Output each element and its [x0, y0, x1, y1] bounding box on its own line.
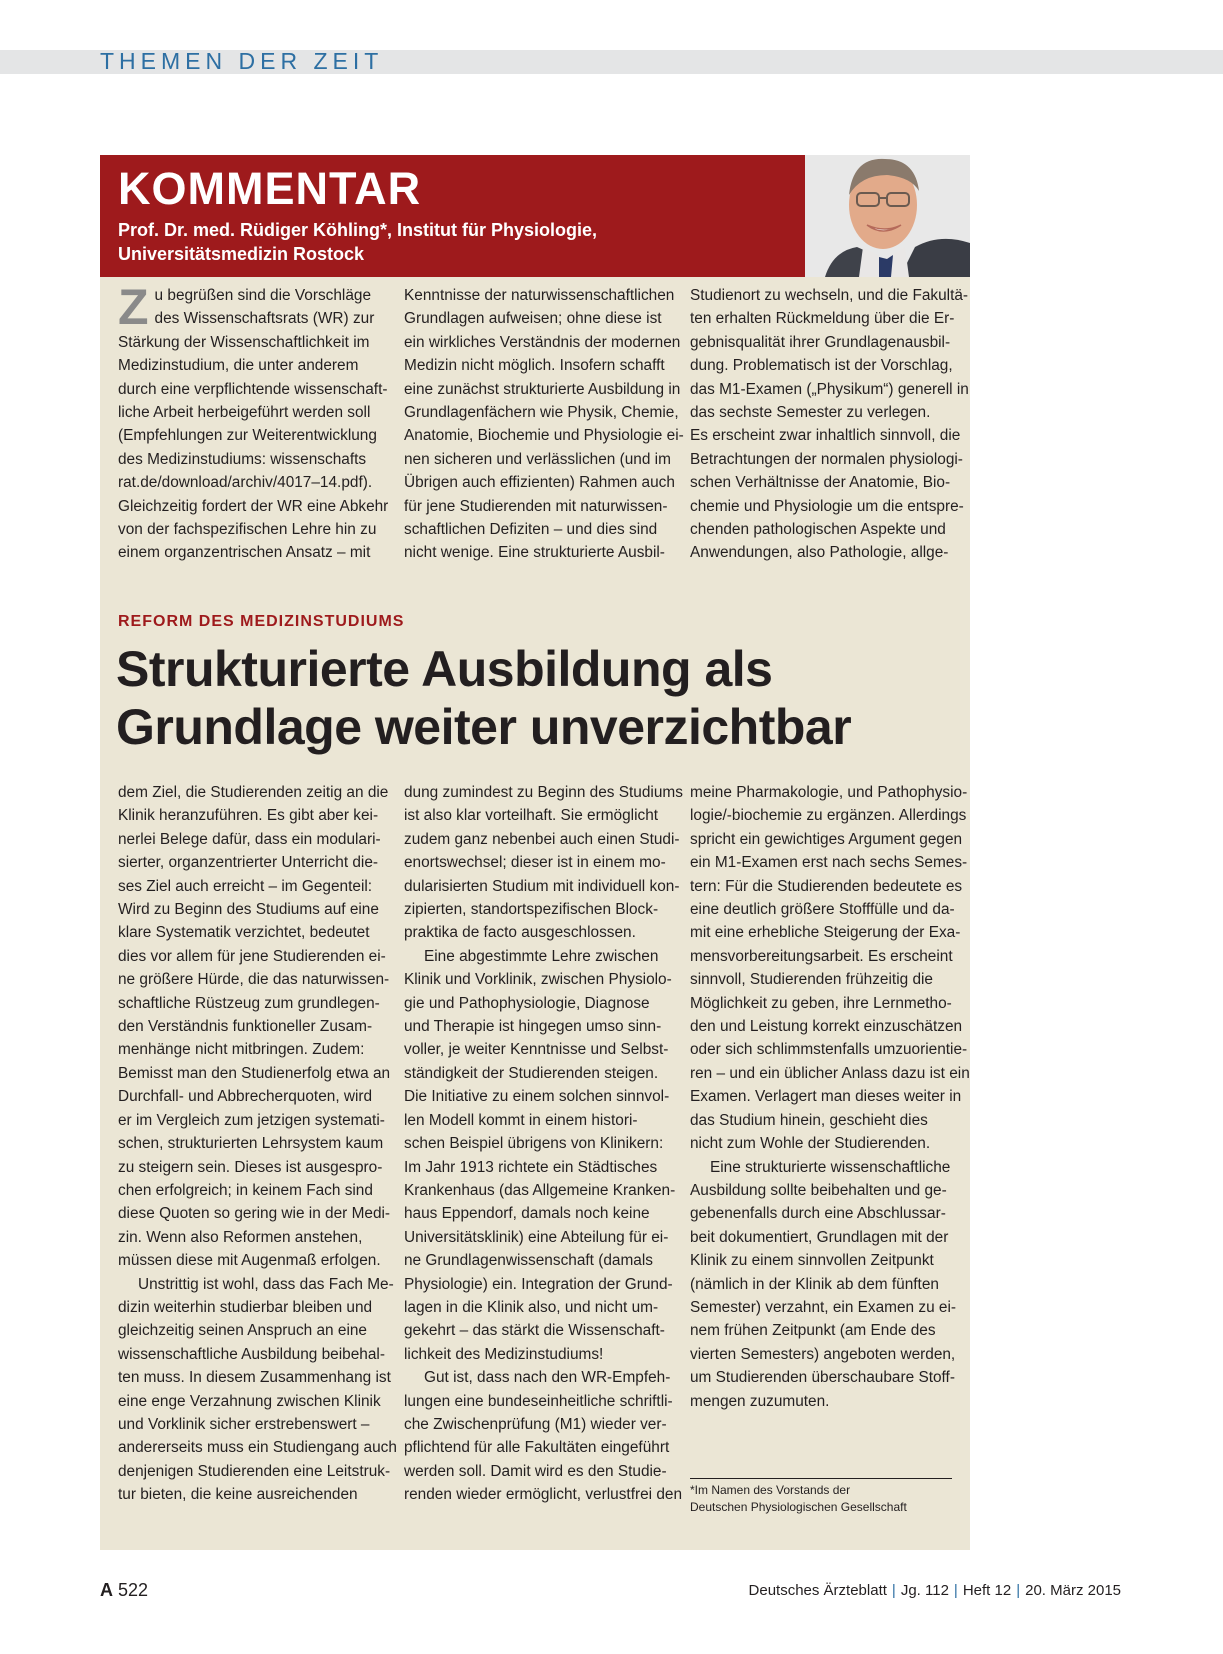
text-line: Examen. Verlagert man dieses weiter in: [690, 1088, 962, 1106]
text-line: liche Arbeit herbeigeführt werden soll: [118, 404, 371, 422]
text-line: eine enge Verzahnung zwischen Klinik: [118, 1392, 381, 1410]
text-line: zudem ganz nebenbei auch einen Studi-: [404, 830, 680, 848]
text-line: gekehrt – das stärkt die Wissenschaft-: [404, 1322, 665, 1340]
text-line: praktika de facto ausgeschlossen.: [404, 924, 636, 942]
top-column-3: [690, 284, 969, 565]
commentary-label: KOMMENTAR: [118, 163, 422, 214]
text-line: gebnisqualität ihrer Grundlagenausbil-: [690, 333, 951, 351]
text-line: len Modell kommt in einem histori-: [404, 1111, 638, 1129]
text-line: lichkeit des Medizinstudiums!: [404, 1345, 604, 1363]
top-column-2: [404, 284, 684, 565]
author-portrait-image: [805, 155, 970, 277]
text-line: gie und Pathophysiologie, Diagnose: [404, 994, 650, 1012]
article-headline: [116, 640, 956, 756]
text-line: lungen eine bundeseinheitliche schriftli-: [404, 1392, 673, 1410]
text-line: ne größere Hürde, die das naturwissen-: [118, 971, 390, 989]
text-line: das sechste Semester zu verlegen.: [690, 404, 931, 422]
page-number: [100, 1580, 148, 1601]
text-line: durch eine verpflichtende wissenschaft-: [118, 380, 388, 398]
text-line: ist also klar vorteilhaft. Sie ermöglicht: [404, 807, 659, 825]
text-line: Durchfall- und Abbrecherquoten, wird: [118, 1088, 373, 1106]
text-line: Grundlagenfächern wie Physik, Chemie,: [404, 404, 679, 422]
text-line: er im Vergleich zum jetzigen systemati-: [118, 1111, 385, 1129]
paragraph: [404, 945, 676, 1366]
footnote-line: *Im Namen des Vorstands der: [690, 1483, 851, 1497]
text-line: vierten Semesters) angeboten werden,: [690, 1345, 956, 1363]
text-line: enortswechsel; dieser ist in einem mo-: [404, 854, 666, 872]
text-line: voller, je weiter Kenntnisse und Selbst-: [404, 1041, 669, 1059]
text-line: sinnvoll, Studierenden frühzeitig die: [690, 971, 933, 989]
paragraph: [404, 781, 683, 945]
text-line: Medizin nicht möglich. Insofern schafft: [404, 357, 665, 375]
text-line: ten erhalten Rückmeldung über die Er-: [690, 310, 955, 328]
publication-info: [749, 1582, 1121, 1599]
text-line: logie/-biochemie zu ergänzen. Allerdings: [690, 807, 967, 825]
text-line: Medizinstudium, die unter anderem: [118, 357, 359, 375]
top-column-1: [118, 279, 389, 565]
text-line: dies vor allem für jene Studierenden ei-: [118, 947, 386, 965]
text-line: des Medizinstudiums: wissenschafts: [118, 450, 367, 468]
text-line: Die Initiative zu einem solchen sinnvol-: [404, 1088, 670, 1106]
text-line: zu steigern sein. Dieses ist ausgespro-: [118, 1158, 383, 1176]
text-line: Es erscheint zwar inhaltlich sinnvoll, die: [690, 427, 961, 445]
paragraph: [690, 781, 970, 1156]
text-line: rat.de/download/archiv/4017–14.pdf).: [118, 474, 373, 492]
page-number-value: 522: [118, 1580, 149, 1600]
text-line: chemie und Physiologie um die entspre-: [690, 497, 964, 515]
text-line: pflichtend für alle Fakultäten eingeführt: [404, 1439, 670, 1457]
journal-issue: Heft 12: [962, 1582, 1012, 1599]
footnote-line: Deutschen Physiologischen Gesellschaft: [690, 1500, 907, 1514]
text-line: che Zwischenprüfung (M1) wieder ver-: [404, 1415, 667, 1433]
text-line: andererseits muss ein Studiengang auch: [118, 1439, 397, 1457]
bottom-column-1: [118, 781, 397, 1507]
text-line: von der fachspezifischen Lehre hin zu: [118, 521, 377, 539]
text-line: Krankenhaus (das Allgemeine Kranken-: [404, 1181, 676, 1199]
text-line: Gut ist, dass nach den WR-Empfeh-: [424, 1369, 671, 1387]
journal-name: Deutsches Ärzteblatt: [748, 1582, 887, 1599]
text-line: gebenenfalls durch eine Abschlussar-: [690, 1205, 946, 1223]
text-line: (Empfehlungen zur Weiterentwicklung: [118, 427, 377, 445]
text-line: tern: Für die Studierenden bedeutete es: [690, 877, 963, 895]
drop-cap: Z: [118, 279, 149, 335]
text-line: Wird zu Beginn des Studiums auf eine: [118, 901, 379, 919]
text-line: und Therapie ist hingegen umso sinn-: [404, 1018, 662, 1036]
text-line: chenden pathologischen Aspekte und: [690, 521, 946, 539]
text-line: mit eine erhebliche Steigerung der Exa-: [690, 924, 961, 942]
text-line: Klinik zu einem sinnvollen Zeitpunkt: [690, 1252, 934, 1270]
headline-line-1: Strukturierte Ausbildung als: [116, 641, 773, 697]
text-line: einem organzentrischen Ansatz – mit: [118, 544, 371, 562]
text-line: Betrachtungen der normalen physiologi-: [690, 450, 963, 468]
text-line: des Wissenschaftsrats (WR) zur: [154, 310, 375, 328]
text-line: Klinik und Vorklinik, zwischen Physiolo-: [404, 971, 672, 989]
text-line: menhänge nicht mitbringen. Zudem:: [118, 1041, 365, 1059]
text-line: werden soll. Damit wird es den Studie-: [404, 1462, 667, 1480]
text-line: Universitätsklinik) eine Abteilung für ei-: [404, 1228, 669, 1246]
rubric: REFORM DES MEDIZINSTUDIUMS: [118, 613, 405, 630]
text-line: Stärkung der Wissenschaftlichkeit im: [118, 333, 370, 351]
text-line: meine Pharmakologie, und Pathophysio-: [690, 784, 968, 801]
text-line: ne Grundlagenwissenschaft (damals: [404, 1252, 653, 1270]
text-line: schen, strukturierten Lehrsystem kaum: [118, 1135, 384, 1153]
text-line: nerlei Belege dafür, dass ein modulari-: [118, 830, 381, 848]
text-line: Möglichkeit zu geben, ihre Lernmetho-: [690, 994, 952, 1012]
text-line: beit dokumentiert, Grundlagen mit der: [690, 1228, 949, 1246]
text-line: Kenntnisse der naturwissenschaftlichen: [404, 287, 675, 304]
page-prefix: A: [100, 1580, 113, 1600]
text-line: Ausbildung sollte beibehalten und ge-: [690, 1181, 947, 1199]
text-line: um Studierenden überschaubare Stoff-: [690, 1369, 955, 1387]
text-line: zin. Wenn also Reformen anstehen,: [118, 1228, 363, 1246]
text-line: Anatomie, Biochemie und Physiologie ei-: [404, 427, 684, 445]
text-line: Im Jahr 1913 richtete ein Städtisches: [404, 1158, 658, 1176]
text-line: haus Eppendorf, damals noch keine: [404, 1205, 650, 1223]
text-line: eine zunächst strukturierte Ausbildung in: [404, 380, 681, 398]
text-line: spricht ein gewichtiges Argument gegen: [690, 830, 963, 848]
paragraph: [404, 1366, 683, 1506]
text-line: denjenigen Studierenden eine Leitstruk-: [118, 1462, 391, 1480]
text-line: diese Quoten so gering wie in der Medi-: [118, 1205, 391, 1223]
text-line: Eine abgestimmte Lehre zwischen: [424, 947, 659, 965]
text-line: Gleichzeitig fordert der WR eine Abkehr: [118, 497, 389, 515]
text-line: dung. Problematisch ist der Vorschlag,: [690, 357, 953, 375]
text-line: schaftliche Rüstzeug zum grundlegen-: [118, 994, 380, 1012]
text-line: müssen diese mit Augenmaß erfolgen.: [118, 1252, 381, 1270]
headline-line-2: Grundlage weiter unverzichtbar: [116, 699, 852, 755]
text-line: ten muss. In diesem Zusammenhang ist: [118, 1369, 391, 1387]
text-line: (nämlich in der Klinik ab dem fünften: [690, 1275, 939, 1293]
text-line: oder sich schlimmstenfalls umzuorientie-: [690, 1041, 968, 1059]
text-line: Studienort zu wechseln, und die Fakultä-: [690, 287, 969, 304]
text-line: dem Ziel, die Studierenden zeitig an die: [118, 784, 389, 801]
section-title: THEMEN DER ZEIT: [100, 48, 384, 74]
text-line: Übrigen auch effizienten) Rahmen auch: [404, 474, 675, 492]
text-line: schen Beispiel übrigens von Klinikern:: [404, 1135, 664, 1153]
text-line: nicht zum Wohle der Studierenden.: [690, 1135, 931, 1153]
text-line: zipierten, standortspezifischen Block-: [404, 901, 659, 919]
text-line: dizin weiterhin studierbar bleiben und: [118, 1298, 373, 1316]
paragraph: [118, 781, 391, 1273]
text-line: Eine strukturierte wissenschaftliche: [710, 1158, 951, 1176]
separator: |: [1016, 1582, 1021, 1599]
text-line: nicht wenige. Eine strukturierte Ausbil-: [404, 544, 665, 562]
author-line-1: Prof. Dr. med. Rüdiger Köhling*, Institut für Physiologie,: [118, 220, 598, 240]
text-line: nen sicheren und verlässlichen (und im: [404, 450, 671, 468]
separator: |: [953, 1582, 958, 1599]
text-line: ses Ziel auch erreicht – im Gegenteil:: [118, 877, 373, 895]
bottom-column-3: [690, 781, 970, 1413]
text-line: den Verständnis funktioneller Zusam-: [118, 1018, 373, 1036]
footnote: [690, 1482, 960, 1516]
text-line: Anwendungen, also Pathologie, allge-: [690, 544, 949, 562]
text-line: dularisierten Studium mit individuell kon-: [404, 877, 680, 895]
text-line: ein wirkliches Verständnis der modernen: [404, 333, 681, 351]
text-line: den und Leistung korrekt einzuschätzen: [690, 1018, 963, 1036]
text-line: renden wieder ermöglicht, verlustfrei den: [404, 1486, 683, 1504]
text-line: das Studium hinein, geschieht dies: [690, 1111, 928, 1129]
text-line: ein M1-Examen erst nach sechs Semes-: [690, 854, 968, 872]
text-line: lagen in die Klinik also, und nicht um-: [404, 1298, 659, 1316]
text-line: eine deutlich größere Stofffülle und da-: [690, 901, 955, 919]
text-line: schaftlichen Defiziten – und dies sind: [404, 521, 658, 539]
text-line: Unstrittig ist wohl, dass das Fach Me-: [138, 1275, 394, 1293]
text-line: chen erfolgreich; in keinem Fach sind: [118, 1181, 373, 1199]
text-line: für jene Studierenden mit naturwissen-: [404, 497, 668, 515]
text-line: und Vorklinik sicher erstrebenswert –: [118, 1415, 370, 1433]
journal-date: 20. März 2015: [1025, 1582, 1121, 1599]
journal-volume: Jg. 112: [900, 1582, 949, 1599]
text-line: gleichzeitig seinen Anspruch an eine: [118, 1322, 367, 1340]
text-line: Klinik heranzuführen. Es gibt aber kei-: [118, 807, 379, 825]
text-line: Semester) verzahnt, ein Examen zu ei-: [690, 1298, 957, 1316]
separator: |: [891, 1582, 896, 1599]
text-line: dung zumindest zu Beginn des Studiums: [404, 784, 683, 801]
bottom-column-2: [404, 781, 683, 1507]
author-byline: [118, 218, 778, 266]
text-line: Physiologie) ein. Integration der Grund-: [404, 1275, 673, 1293]
text-line: tur bieten, die keine ausreichenden: [118, 1486, 358, 1504]
author-portrait: [805, 155, 970, 277]
text-line: ren – und ein üblicher Anlass dazu ist ein: [690, 1064, 970, 1082]
text-line: Bemisst man den Studienerfolg etwa an: [118, 1064, 391, 1082]
text-line: wissenschaftliche Ausbildung beibehal-: [118, 1345, 385, 1363]
text-line: ständigkeit der Studierenden steigen.: [404, 1064, 659, 1082]
text-line: nem frühen Zeitpunkt (am Ende des: [690, 1322, 936, 1340]
paragraph: [118, 1273, 397, 1507]
text-line: mensvorbereitungsarbeit. Es erscheint: [690, 947, 953, 965]
text-line: mengen zuzumuten.: [690, 1392, 830, 1410]
text-line: sierter, organzentrierter Unterricht die-: [118, 854, 379, 872]
text-line: das M1-Examen („Physikum“) generell in: [690, 380, 969, 398]
text-line: schen Verhältnisse der Anatomie, Bio-: [690, 474, 951, 492]
paragraph: [690, 1156, 957, 1413]
text-line: Grundlagen aufweisen; ohne diese ist: [404, 310, 662, 328]
text-line: u begrüßen sind die Vorschläge: [154, 287, 372, 304]
text-line: klare Systematik verzichtet, bedeutet: [118, 924, 370, 942]
footnote-rule: [690, 1478, 952, 1479]
author-line-2: Universitätsmedizin Rostock: [118, 244, 365, 264]
